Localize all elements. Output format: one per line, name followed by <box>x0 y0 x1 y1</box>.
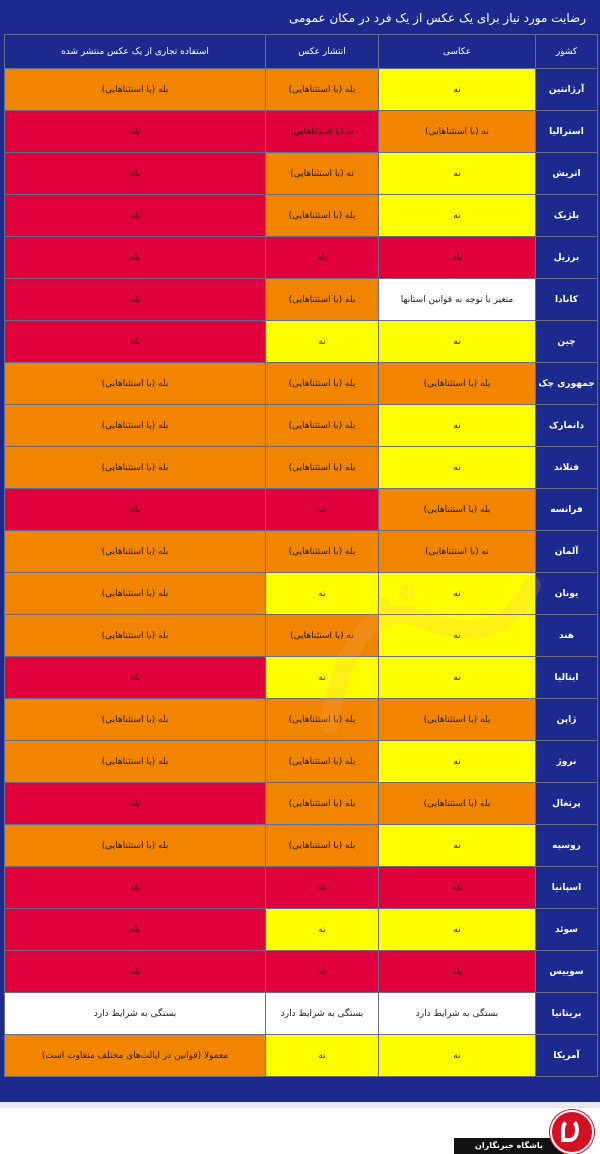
country-cell: سوییس <box>536 951 598 993</box>
country-cell: برزیل <box>536 237 598 279</box>
photography-cell: بله (با استثناهایی) <box>379 783 536 825</box>
commercial-use-cell: بله (با استثناهایی) <box>5 699 266 741</box>
commercial-use-cell: بله <box>5 951 266 993</box>
commercial-use-cell: بستگی به شرایط دارد <box>5 993 266 1035</box>
commercial-use-cell: بله (با استثناهایی) <box>5 447 266 489</box>
publication-cell: بله (با استثناهایی) <box>266 699 379 741</box>
country-cell: چین <box>536 321 598 363</box>
photography-cell: نه <box>379 153 536 195</box>
country-cell: آرژانتین <box>536 69 598 111</box>
country-cell: کانادا <box>536 279 598 321</box>
country-cell: نروژ <box>536 741 598 783</box>
table-row <box>5 405 598 447</box>
photography-cell: نه (با استثناهایی) <box>379 111 536 153</box>
publication-cell: نه <box>266 321 379 363</box>
photography-cell: نه <box>379 447 536 489</box>
table-row <box>5 867 598 909</box>
photography-cell: بستگی به شرایط دارد <box>379 993 536 1035</box>
publication-cell: بله (با استثناهایی) <box>266 405 379 447</box>
publication-cell: بله <box>266 489 379 531</box>
commercial-use-cell: معمولا (قوانین در ایالت‌های مختلف متفاوت است) <box>5 1035 266 1077</box>
publication-cell: بله <box>266 951 379 993</box>
table-row <box>5 909 598 951</box>
header-country: کشور <box>536 35 598 69</box>
photography-cell: بله (با استثناهایی) <box>379 699 536 741</box>
commercial-use-cell: بله (با استثناهایی) <box>5 573 266 615</box>
commercial-use-cell: بله <box>5 153 266 195</box>
table-row <box>5 489 598 531</box>
country-cell: یونان <box>536 573 598 615</box>
commercial-use-cell: بله (با استثناهایی) <box>5 69 266 111</box>
publication-cell: بله <box>266 237 379 279</box>
commercial-use-cell: بله <box>5 111 266 153</box>
commercial-use-cell: بله <box>5 321 266 363</box>
commercial-use-cell: بله <box>5 195 266 237</box>
commercial-use-cell: بله <box>5 279 266 321</box>
publication-cell: بله (با استثناهایی) <box>266 195 379 237</box>
publication-cell: نه (با استثناهایی) <box>266 153 379 195</box>
site-logo[interactable] <box>444 1110 594 1150</box>
country-cell: اسپانیا <box>536 867 598 909</box>
table-body <box>5 69 598 1077</box>
photography-cell: بله <box>379 237 536 279</box>
commercial-use-cell: بله (با استثناهایی) <box>5 531 266 573</box>
country-cell: ایتالیا <box>536 657 598 699</box>
publication-cell: بله (با استثناهایی) <box>266 825 379 867</box>
country-cell: سوئد <box>536 909 598 951</box>
table-row <box>5 993 598 1035</box>
publication-cell: بله (با استثناهایی) <box>266 279 379 321</box>
photography-cell: بله (با استثناهایی) <box>379 489 536 531</box>
header-photography: عکاسی <box>379 35 536 69</box>
footer <box>0 1102 600 1154</box>
table-row <box>5 951 598 993</box>
country-cell: آلمان <box>536 531 598 573</box>
photography-cell: بله <box>379 867 536 909</box>
country-cell: جمهوری چک <box>536 363 598 405</box>
header-row <box>5 35 598 69</box>
table-row <box>5 783 598 825</box>
commercial-use-cell: بله <box>5 657 266 699</box>
country-cell: اتریش <box>536 153 598 195</box>
table-row <box>5 573 598 615</box>
publication-cell: بله (با استثناهایی) <box>266 741 379 783</box>
footer-strip <box>0 1102 600 1108</box>
photography-cell: متغیر با توجه به قوانین استانها <box>379 279 536 321</box>
photography-cell: نه <box>379 405 536 447</box>
table-row <box>5 1035 598 1077</box>
photography-cell: نه <box>379 909 536 951</box>
table-row <box>5 363 598 405</box>
photography-cell: نه <box>379 321 536 363</box>
photography-cell: نه <box>379 69 536 111</box>
country-cell: آمریکا <box>536 1035 598 1077</box>
commercial-use-cell: بله (با استثناهایی) <box>5 615 266 657</box>
publication-cell: نه (با استثناهایی) <box>266 615 379 657</box>
photography-cell: بله <box>379 951 536 993</box>
country-cell: روسیه <box>536 825 598 867</box>
publication-cell: نه <box>266 909 379 951</box>
header-commercial-use: استفاده تجاری از یک عکس منتشر شده <box>5 35 266 69</box>
table-row <box>5 111 598 153</box>
header-publication: انتشار عکس <box>266 35 379 69</box>
publication-cell: بله (با استثناهایی) <box>266 363 379 405</box>
country-cell: دانمارک <box>536 405 598 447</box>
table-row <box>5 657 598 699</box>
table-row <box>5 825 598 867</box>
table-row <box>5 237 598 279</box>
photography-cell: نه <box>379 615 536 657</box>
table-row <box>5 195 598 237</box>
table-title: رضایت مورد نیاز برای یک عکس از یک فرد در مکان عمومی <box>4 4 596 32</box>
commercial-use-cell: بله <box>5 783 266 825</box>
commercial-use-cell: بله (با استثناهایی) <box>5 405 266 447</box>
photography-cell: نه <box>379 825 536 867</box>
table-row <box>5 531 598 573</box>
commercial-use-cell: بله <box>5 489 266 531</box>
photography-cell: نه <box>379 657 536 699</box>
photography-cell: نه (با استثناهایی) <box>379 531 536 573</box>
table-row <box>5 153 598 195</box>
country-cell: فنلاند <box>536 447 598 489</box>
table-row <box>5 615 598 657</box>
country-cell: هند <box>536 615 598 657</box>
commercial-use-cell: بله <box>5 237 266 279</box>
country-cell: استرالیا <box>536 111 598 153</box>
publication-cell: نه <box>266 657 379 699</box>
publication-cell: بله <box>266 867 379 909</box>
commercial-use-cell: بله (با استثناهایی) <box>5 741 266 783</box>
commercial-use-cell: بله <box>5 909 266 951</box>
photography-cell: نه <box>379 1035 536 1077</box>
country-cell: بلژیک <box>536 195 598 237</box>
logo-text: باشگاه خبرنگاران <box>454 1138 564 1154</box>
country-cell: بریتانیا <box>536 993 598 1035</box>
publication-cell: بستگی به شرایط دارد <box>266 993 379 1035</box>
country-cell: ژاپن <box>536 699 598 741</box>
country-cell: پرتغال <box>536 783 598 825</box>
consent-table <box>4 34 598 1077</box>
photography-cell: بله (با استثناهایی) <box>379 363 536 405</box>
table-row <box>5 69 598 111</box>
commercial-use-cell: بله <box>5 867 266 909</box>
table-row <box>5 279 598 321</box>
table-row <box>5 447 598 489</box>
commercial-use-cell: بله (با استثناهایی) <box>5 363 266 405</box>
jj-logo-icon <box>550 1110 594 1154</box>
publication-cell: بله (با استثناهایی) <box>266 531 379 573</box>
photography-cell: نه <box>379 195 536 237</box>
publication-cell: نه (با استثناهایی) <box>266 111 379 153</box>
table-row <box>5 699 598 741</box>
publication-cell: بله (با استثناهایی) <box>266 69 379 111</box>
commercial-use-cell: بله (با استثناهایی) <box>5 825 266 867</box>
publication-cell: نه <box>266 1035 379 1077</box>
publication-cell: بله (با استثناهایی) <box>266 783 379 825</box>
publication-cell: نه <box>266 573 379 615</box>
photography-cell: نه <box>379 573 536 615</box>
country-cell: فرانسه <box>536 489 598 531</box>
table-row <box>5 321 598 363</box>
photography-cell: نه <box>379 741 536 783</box>
table-row <box>5 741 598 783</box>
publication-cell: بله (با استثناهایی) <box>266 447 379 489</box>
